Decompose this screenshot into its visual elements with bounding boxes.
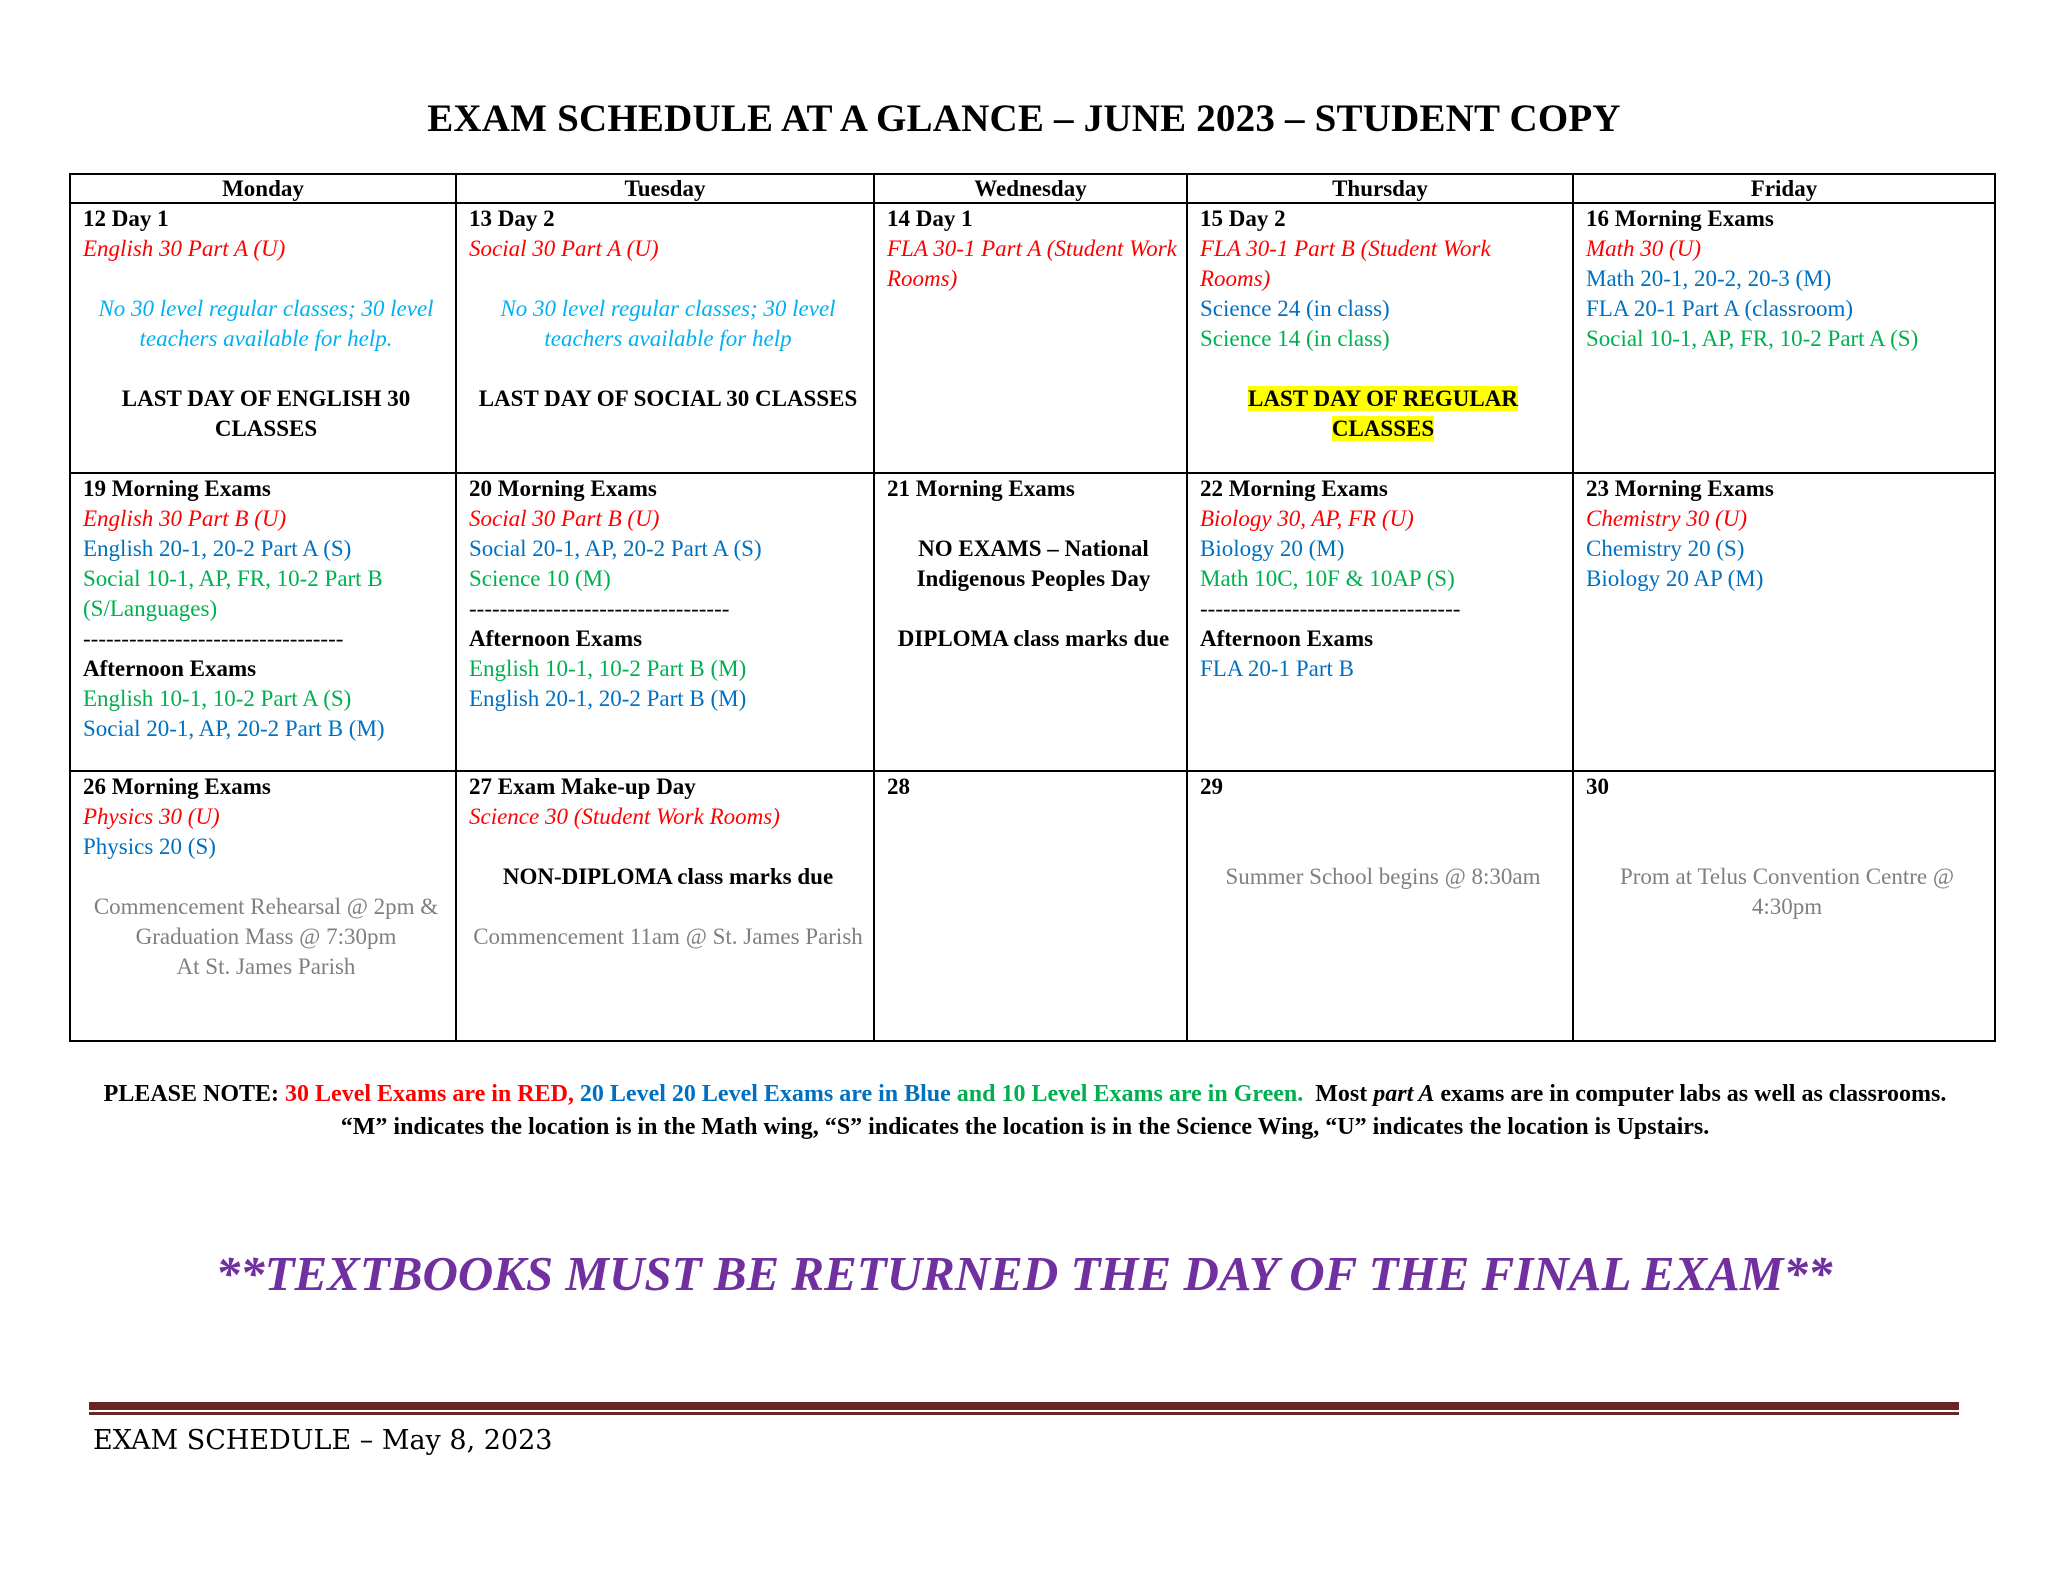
col-header-wednesday: Wednesday <box>874 174 1187 203</box>
day-cell-14 <box>874 203 1187 473</box>
week-row <box>70 203 1995 473</box>
notice-highlighted: LAST DAY OF REGULAR CLASSES <box>1248 386 1518 441</box>
exam-30-level: Social 30 Part B (U) <box>469 506 660 531</box>
note-rest: exams are in computer labs as well as classrooms. “M” indicates the location is in the Math wing, “S” indicates the location is in the Science Wing, “U” indicates the location is Upstairs. <box>340 1081 1947 1140</box>
day-header: 30 <box>1586 774 1609 799</box>
col-header-monday: Monday <box>70 174 456 203</box>
notice: DIPLOMA class marks due <box>897 626 1170 651</box>
day-header: 28 <box>887 774 910 799</box>
exam-30-level: FLA 30-1 Part B (Student Work Rooms) <box>1200 236 1491 291</box>
note-italic: part A <box>1373 1081 1435 1107</box>
exam-20-level: Biology 20 (M) <box>1200 536 1345 561</box>
day-cell-15 <box>1187 203 1573 473</box>
pm-exam-10-level: English 10-1, 10-2 Part A (S) <box>83 686 352 711</box>
divider: ---------------------------------- <box>1200 596 1461 621</box>
footer-rule <box>89 1402 1959 1410</box>
day-header: 19 Morning Exams <box>83 476 271 501</box>
divider: ---------------------------------- <box>469 596 730 621</box>
week-row <box>70 473 1995 771</box>
day-header: 21 Morning Exams <box>887 476 1075 501</box>
exam-20-level: Chemistry 20 (S) <box>1586 536 1745 561</box>
day-header: 22 Morning Exams <box>1200 476 1388 501</box>
day-header: 12 Day 1 <box>83 206 169 231</box>
day-cell-28 <box>874 771 1187 1041</box>
divider: ---------------------------------- <box>83 626 344 651</box>
exam-10-level: Science 14 (in class) <box>1200 326 1390 351</box>
event: Commencement Rehearsal @ 2pm & Graduation Mass @ 7:30pm <box>93 894 439 949</box>
note-green: and 10 Level Exams are in Green. <box>956 1081 1304 1107</box>
day-cell-13 <box>456 203 874 473</box>
helper-note: No 30 level regular classes; 30 level teachers available for help <box>500 296 836 351</box>
day-cell-26 <box>70 771 456 1041</box>
exam-20-level: Science 24 (in class) <box>1200 296 1390 321</box>
exam-10-level: Math 10C, 10F & 10AP (S) <box>1200 566 1455 591</box>
pm-exam-10-level: English 10-1, 10-2 Part B (M) <box>469 656 747 681</box>
exam-30-level: Math 30 (U) <box>1586 236 1701 261</box>
day-header: 20 Morning Exams <box>469 476 657 501</box>
event: Prom at Telus Convention Centre @ 4:30pm <box>1619 864 1955 919</box>
exam-30-level: Science 30 (Student Work Rooms) <box>469 804 780 829</box>
afternoon-header: Afternoon Exams <box>1200 626 1374 651</box>
exam-20-level: FLA 20-1 Part A (classroom) <box>1586 296 1854 321</box>
day-header: 14 Day 1 <box>887 206 973 231</box>
day-header: 16 Morning Exams <box>1586 206 1774 231</box>
pm-exam-20-level: FLA 20-1 Part B <box>1200 656 1354 681</box>
day-header: 29 <box>1200 774 1223 799</box>
col-header-tuesday: Tuesday <box>456 174 874 203</box>
exam-30-level: Social 30 Part A (U) <box>469 236 659 261</box>
event: Summer School begins @ 8:30am <box>1225 864 1541 889</box>
note-rest: Most <box>1303 1081 1374 1107</box>
day-header: 27 Exam Make-up Day <box>469 774 696 799</box>
event: Commencement 11am @ St. James Parish <box>473 924 863 949</box>
footer-text: EXAM SCHEDULE – May 8, 2023 <box>93 1425 553 1456</box>
exam-20-level: Social 20-1, AP, 20-2 Part A (S) <box>469 536 762 561</box>
footer-rule-thin <box>89 1412 1959 1415</box>
exam-10-level: Social 10-1, AP, FR, 10-2 Part B (S/Languages) <box>83 566 383 621</box>
note-blue: 20 Level 20 Level Exams are in Blue <box>579 1081 957 1107</box>
note-red: 30 Level Exams are in RED, <box>285 1081 580 1107</box>
textbook-reminder-banner: **TEXTBOOKS MUST BE RETURNED THE DAY OF THE FINAL EXAM** <box>215 1246 1833 1301</box>
day-cell-23 <box>1573 473 1995 771</box>
day-cell-21 <box>874 473 1187 771</box>
pm-exam-20-level: Social 20-1, AP, 20-2 Part B (M) <box>83 716 385 741</box>
event: At St. James Parish <box>176 954 356 979</box>
helper-note: No 30 level regular classes; 30 level teachers available for help. <box>98 296 434 351</box>
color-legend-note <box>100 1078 1950 1144</box>
notice: LAST DAY OF SOCIAL 30 CLASSES <box>478 386 858 411</box>
notice: NO EXAMS – National Indigenous Peoples Day <box>916 536 1151 591</box>
note-lead: PLEASE NOTE: <box>103 1081 286 1107</box>
week-row <box>70 771 1995 1041</box>
page-title: EXAM SCHEDULE AT A GLANCE – JUNE 2023 – STUDENT COPY <box>427 97 1621 140</box>
exam-30-level: English 30 Part A (U) <box>83 236 286 261</box>
col-header-friday: Friday <box>1573 174 1995 203</box>
col-header-thursday: Thursday <box>1187 174 1573 203</box>
day-header: 13 Day 2 <box>469 206 555 231</box>
notice: LAST DAY OF ENGLISH 30 CLASSES <box>121 386 411 441</box>
exam-30-level: Chemistry 30 (U) <box>1586 506 1747 531</box>
day-header: 23 Morning Exams <box>1586 476 1774 501</box>
pm-exam-20-level: English 20-1, 20-2 Part B (M) <box>469 686 747 711</box>
day-cell-12 <box>70 203 456 473</box>
day-header: 26 Morning Exams <box>83 774 271 799</box>
exam-30-level: English 30 Part B (U) <box>83 506 287 531</box>
exam-20-level: English 20-1, 20-2 Part A (S) <box>83 536 352 561</box>
afternoon-header: Afternoon Exams <box>83 656 257 681</box>
exam-30-level: Physics 30 (U) <box>83 804 220 829</box>
day-cell-30 <box>1573 771 1995 1041</box>
exam-10-level: Social 10-1, AP, FR, 10-2 Part A (S) <box>1586 326 1919 351</box>
day-cell-16 <box>1573 203 1995 473</box>
day-cell-22 <box>1187 473 1573 771</box>
day-cell-29 <box>1187 771 1573 1041</box>
exam-30-level: FLA 30-1 Part A (Student Work Rooms) <box>887 236 1177 291</box>
exam-20-level: Biology 20 AP (M) <box>1586 566 1764 591</box>
exam-20-level: Math 20-1, 20-2, 20-3 (M) <box>1586 266 1832 291</box>
exam-10-level: Science 10 (M) <box>469 566 611 591</box>
notice: NON-DIPLOMA class marks due <box>502 864 834 889</box>
exam-20-level: Physics 20 (S) <box>83 834 216 859</box>
day-header: 15 Day 2 <box>1200 206 1286 231</box>
weekday-header-row <box>70 174 1995 203</box>
afternoon-header: Afternoon Exams <box>469 626 643 651</box>
day-cell-27 <box>456 771 874 1041</box>
exam-30-level: Biology 30, AP, FR (U) <box>1200 506 1414 531</box>
day-cell-19 <box>70 473 456 771</box>
exam-schedule-table <box>69 173 1996 1042</box>
day-cell-20 <box>456 473 874 771</box>
